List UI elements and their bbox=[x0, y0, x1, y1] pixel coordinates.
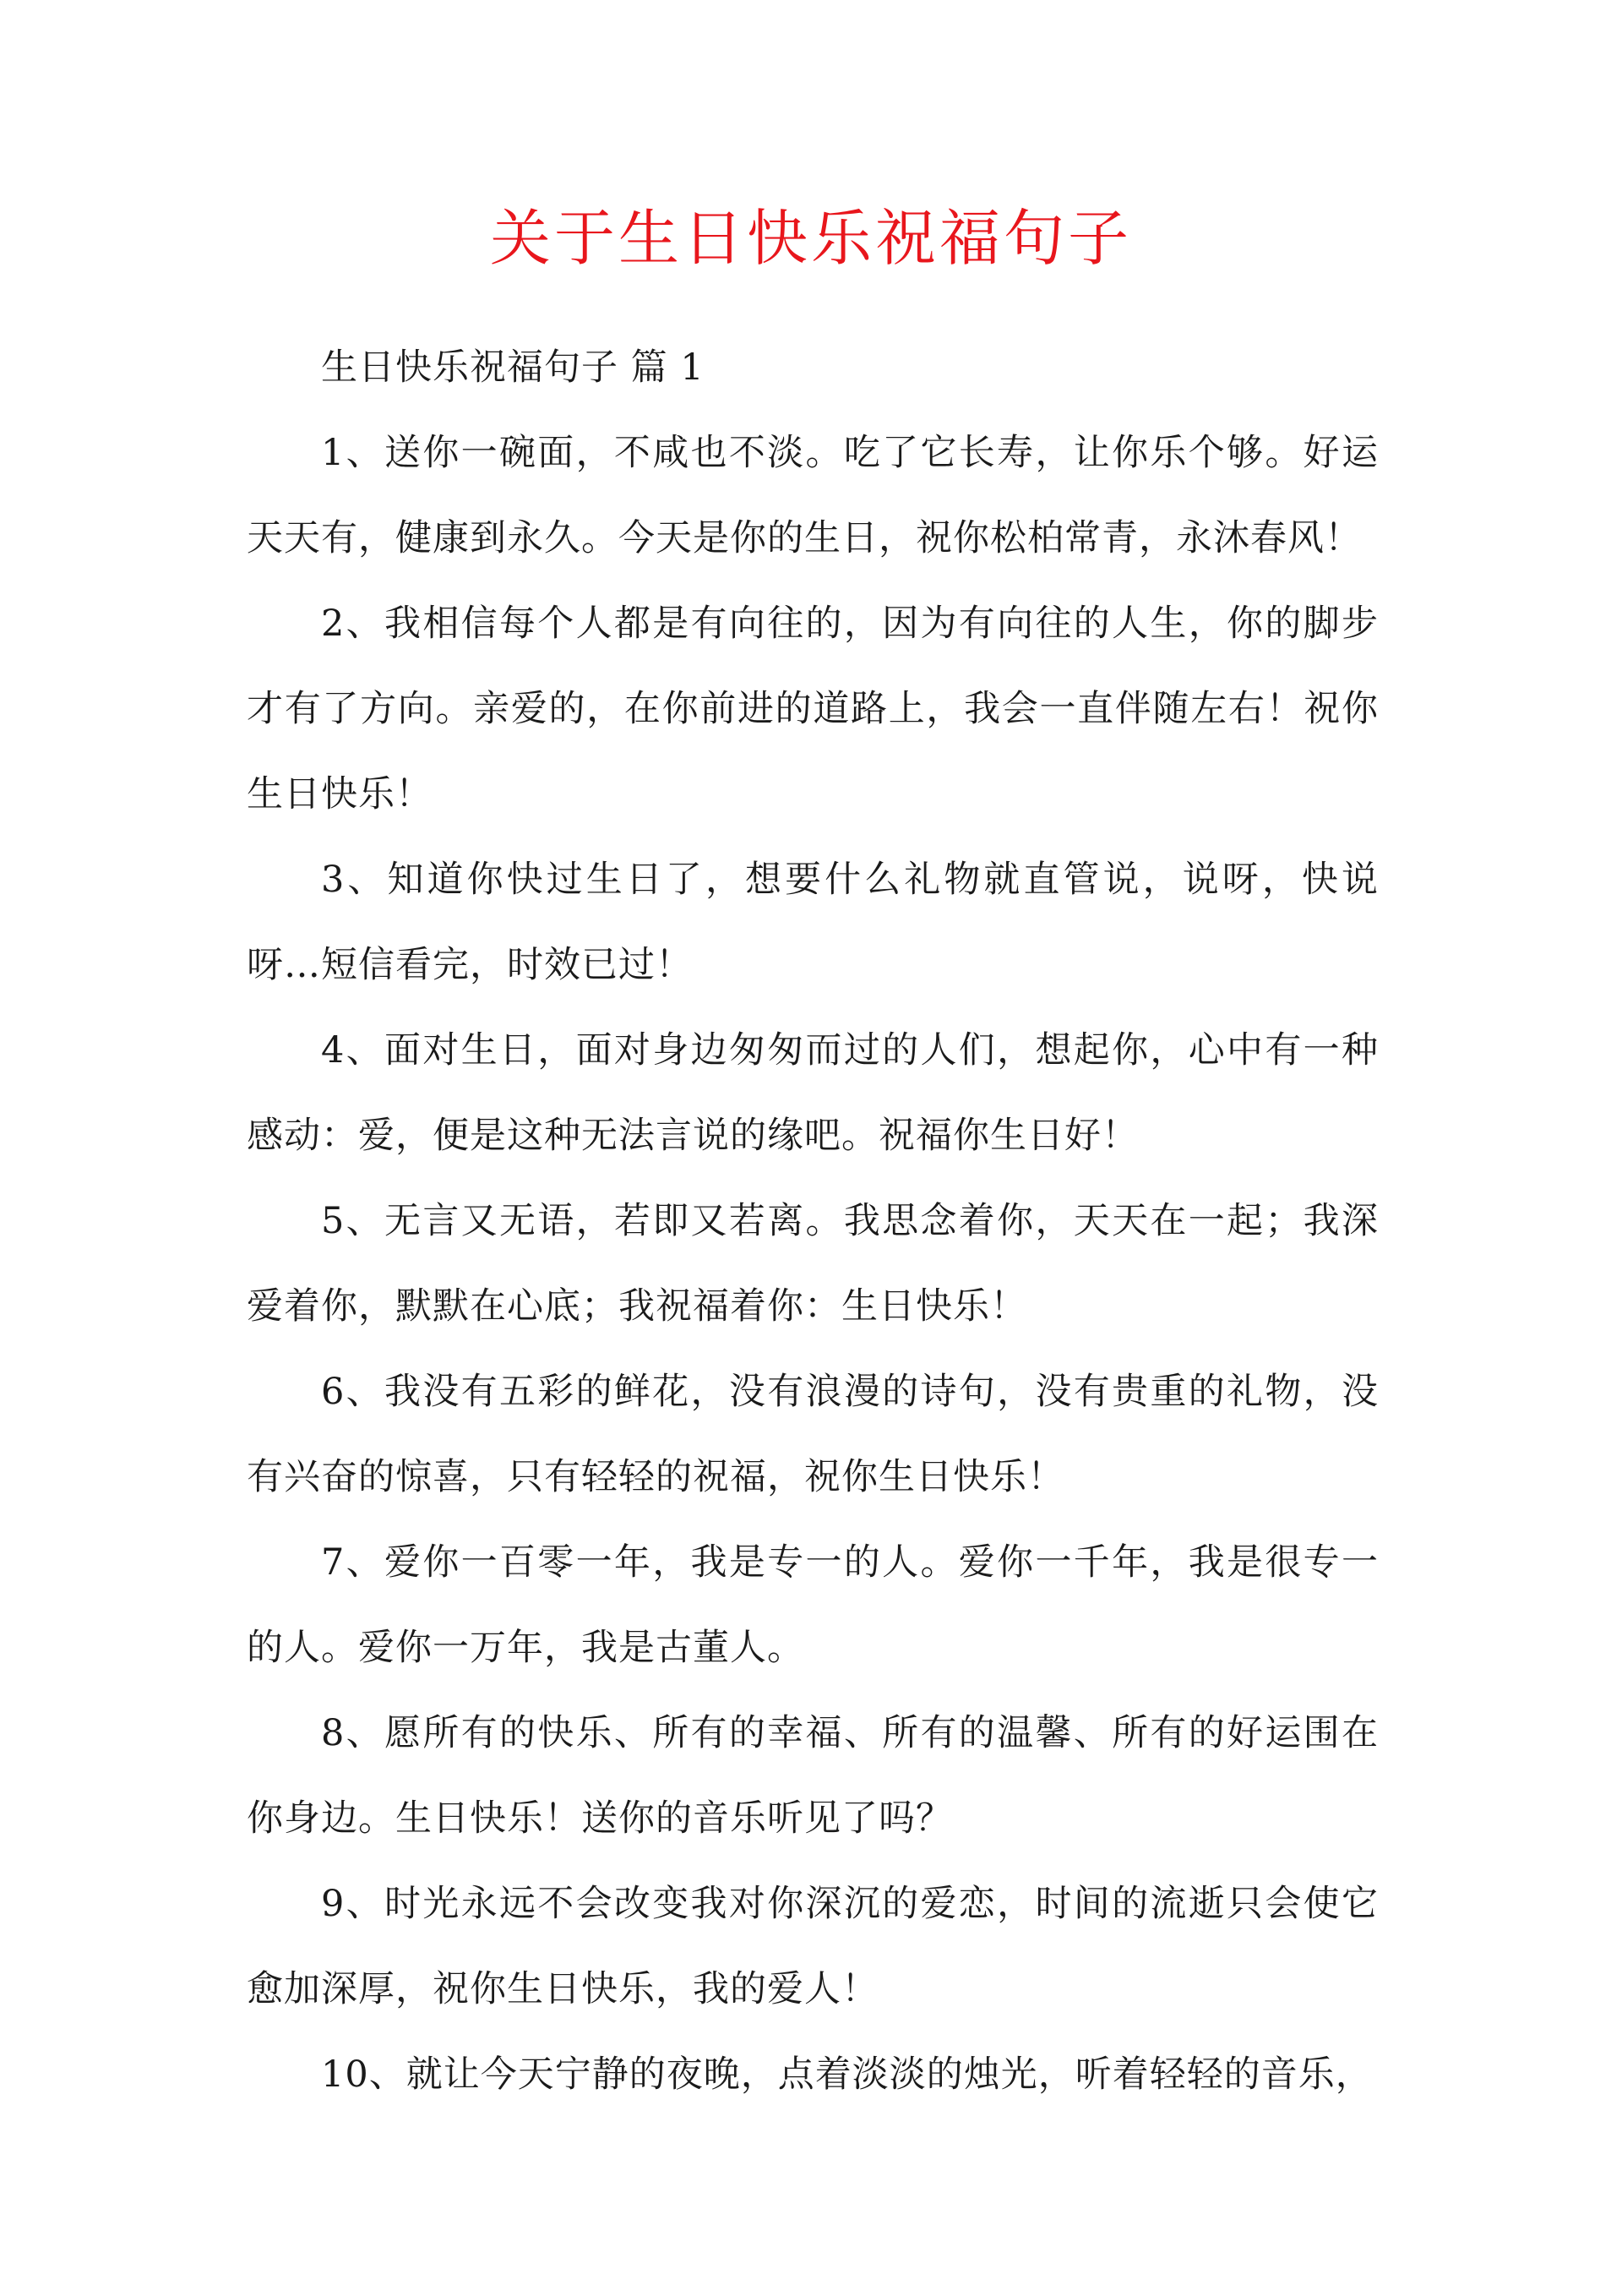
paragraph-1: 1、送你一碗面，不咸也不淡。吃了它长寿，让你乐个够。好运天天有，健康到永久。今天是你的生日，祝你松柏常青，永沐春风！ bbox=[247, 432, 1379, 559]
paragraph-2: 2、我相信每个人都是有向往的，因为有向往的人生，你的脚步才有了方向。亲爱的，在你前进的道路上，我会一直伴随左右！祝你生日快乐！ bbox=[247, 603, 1379, 815]
document-title: 关于生日快乐祝福句子 bbox=[489, 203, 1132, 274]
paragraph-4: 4、面对生日，面对身边匆匆而过的人们，想起你，心中有一种感动：爱，便是这种无法言说的缘吧。祝福你生日好！ bbox=[247, 1029, 1379, 1157]
paragraph-8: 8、愿所有的快乐、所有的幸福、所有的温馨、所有的好运围在你身边。生日快乐！送你的音乐听见了吗？ bbox=[247, 1712, 1379, 1840]
paragraph-6: 6、我没有五彩的鲜花，没有浪漫的诗句，没有贵重的礼物，没有兴奋的惊喜，只有轻轻的祝福，祝你生日快乐！ bbox=[247, 1371, 1379, 1498]
paragraph-10: 10、就让今天宁静的夜晚，点着淡淡的烛光，听着轻轻的音乐， bbox=[321, 2053, 1373, 2096]
paragraph-3: 3、知道你快过生日了，想要什么礼物就直管说，说呀，快说呀…短信看完，时效已过！ bbox=[247, 859, 1379, 986]
paragraph-7: 7、爱你一百零一年，我是专一的人。爱你一千年，我是很专一的人。爱你一万年，我是古董人。 bbox=[247, 1541, 1379, 1669]
section-heading: 生日快乐祝福句子 篇 1 bbox=[321, 346, 705, 389]
paragraph-5: 5、无言又无语，若即又若离。我思念着你，天天在一起；我深爱着你，默默在心底；我祝福着你：生日快乐！ bbox=[247, 1200, 1379, 1328]
paragraph-9: 9、时光永远不会改变我对你深沉的爱恋，时间的流逝只会使它愈加深厚，祝你生日快乐，我的爱人！ bbox=[247, 1883, 1379, 2010]
document-body bbox=[247, 325, 1379, 2118]
